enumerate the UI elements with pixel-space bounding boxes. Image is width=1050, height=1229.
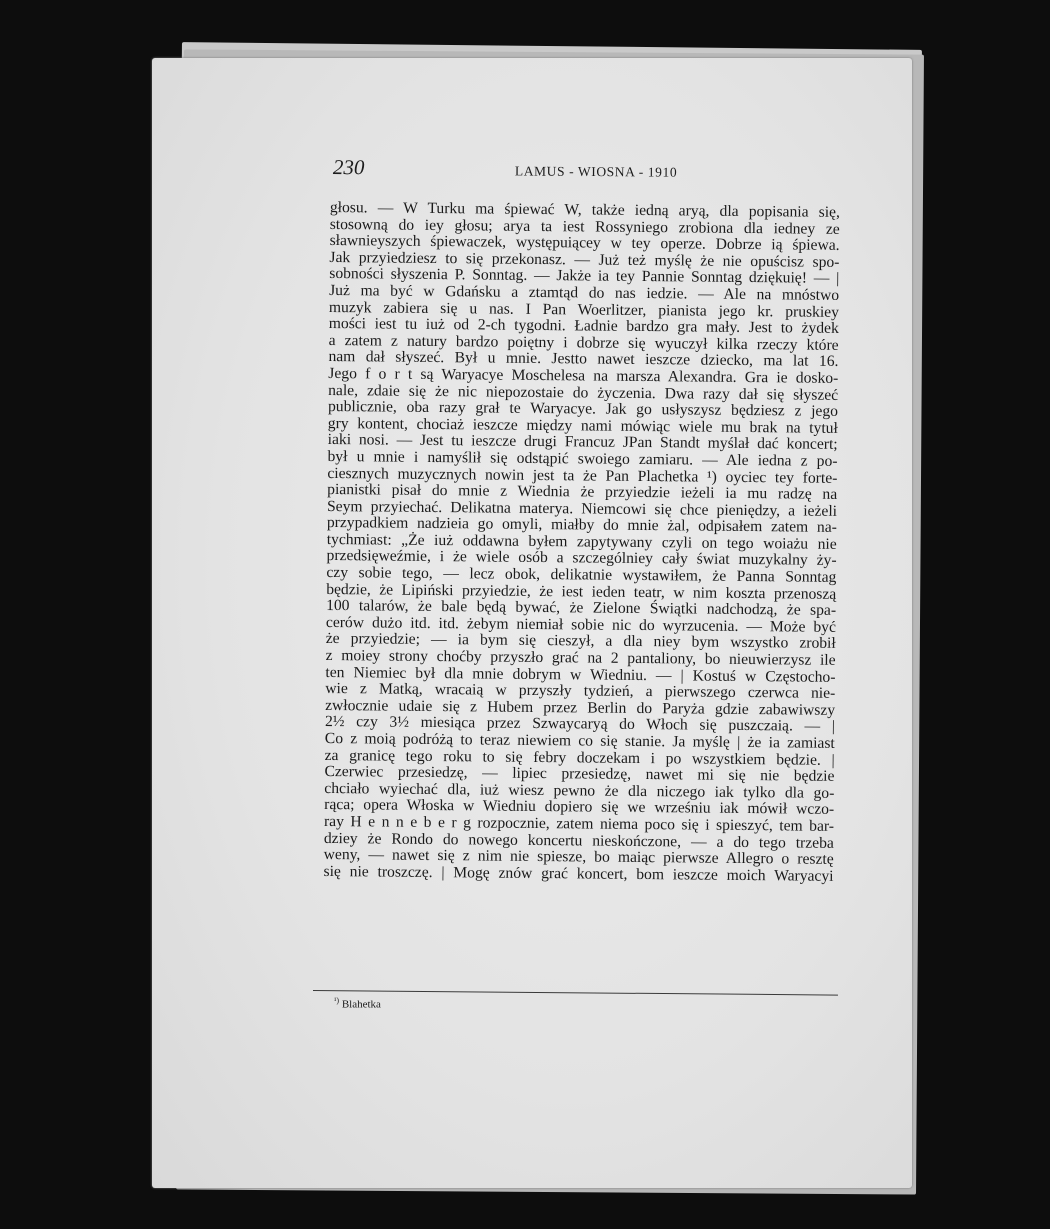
text-line: Jak przyiedziesz to się przekonasz. — Już też myślę że nie opuścisz spo- [329,248,840,271]
text-line: 100 talarów, że bale będą bywać, że Zielone Świątki nadchodzą, że spa- [326,597,837,620]
text-line: ten Niemiec był dla mnie dobrym w Wiedniu. — | Kostuś w Częstocho- [325,663,836,686]
text-line: się nie troszczę. | Mogę znów grać koncert, bom ieszcze moich Waryacyi [323,862,834,885]
footnote-text: Blahetka [341,998,381,1011]
footnote-marker: ¹) [334,996,340,1005]
text-line: weny, — nawet się z nim nie spiesze, bo maiąc pierwsze Allegro o resztę [323,846,834,869]
text-line: muzyk zabiera się u nas. I Pan Woerlitzer, pianista jego kr. pruskiey [328,298,840,321]
text-line: 2½ czy 3½ miesiąca przez Szwaycaryą do Włoch się puszczaią. — | [324,713,836,736]
text-line: rąca; opera Włoska w Wiedniu dopiero się we wrześniu iak mówił wczo- [324,796,835,819]
footnote [334,996,381,1011]
text-line: był u mnie i namyślił się odstąpić swoiego zamiaru. — Ale iedna z po- [327,447,838,470]
text-line: sławnieyszych śpiewaczek, występuiącey w tey operze. Dobrze ią śpiewa. [329,232,840,255]
text-line: nam dał słyszeć. Był u mnie. Jestto nawet ieszcze dziecko, ma lat 16. [328,348,839,371]
text-line: że przyiedzie; — ia bym się cieszył, a dla niey bym wszystko zrobił [325,630,836,653]
text-line: stosowną do iey głosu; arya ta iest Rossyniego zrobiona dla iedney ze [329,215,840,238]
text-line: nale, zdaie się że nic niepozostaie do życzenia. Dwa razy dał się słyszeć [328,381,839,404]
text-line: dziey że Rondo do nowego koncertu nieskończone, — a do tego trzeba [323,829,834,852]
body-text [323,200,840,885]
page-number: 230 [332,155,365,180]
text-line: gry kontent, chociaż ieszcze między nami mówiąc wiele mu brak na tytuł [327,414,838,437]
text-line: cerów dużo itd. itd. żebym niemiał sobie nic do wyrzucenia. — Może być [325,613,837,636]
text-line: iaki nosi. — Jest tu ieszcze drugi Francuz JPan Standt myślał dać koncert; [327,431,838,454]
text-line: Jego f o r t są Waryacye Moschelesa na marsza Alexandra. Gra ie dosko- [328,364,839,387]
text-line: przypadkiem nadzieia go omyli, miałby do mnie żal, odpisałem zatem na- [326,514,837,537]
text-line: Co z moią podróżą to teraz niewiem co się stanie. Ja myślę | że ia zamiast [324,729,835,752]
text-line: chciało wyiechać dla, iuż wiesz pewno że dla niczego iak tylko dla go- [324,779,835,802]
text-line: zwłocznie udaie się z Hubem przez Berlin do Paryża gdzie zabawiwszy [325,696,836,719]
text-line: Seym przyiechać. Delikatna materya. Niemcowi się chce pieniędzy, a ieżeli [326,497,838,520]
text-line: a zatem z natury bardzo poiętny i dobrze się wyuczył kilka rzeczy które [328,331,839,354]
text-line: wie z Matką, wracaią w przyszły tydzień, a pierwszego czerwca nie- [325,680,836,703]
text-line: z moiey strony choćby przyszło grać na 2 pantaliony, bo nieuwierzysz ile [325,647,836,669]
journal-title: LAMUS - WIOSNA - 1910 [514,163,678,180]
text-line: przedsięweźmie, i że wiele osób a szczególniey cały świat muzykalny ży- [326,547,837,570]
text-line: tychmiast: „Że iuż oddawna byłem zapytywany czyli on tego woiażu nie [326,530,837,553]
text-line: sobności słyszenia P. Sonntag. — Jakże ia tey Pannie Sonntag dziękuię! — | [329,265,840,288]
text-line: czy sobie tego, — lecz obok, delikatnie wystawiłem, że Panna Sonntag [326,564,837,586]
text-line: Już ma być w Gdańsku a ztamtąd do nas iedzie. — Ale na mnóstwo [329,281,840,304]
text-line: będzie, że Lipiński przyiedzie, że iest ieden teatr, w nim koszta przenoszą [326,580,837,603]
text-line: za granicę tego roku to się febry doczekam i po wszystkiem będzie. | [324,746,835,769]
text-line: Czerwiec przesiedzę, — lipiec przesiedzę, nawet mi się nie będzie [324,763,835,786]
text-line: publicznie, oba razy grał te Waryacye. Jak go usłyszysz będziesz z jego [327,398,839,421]
text-line: głosu. — W Turku ma śpiewać W, także iedną aryą, dla popisania się, [329,199,840,221]
text-line: ciesznych muzycznych nowin jest ta że Pan Plachetka ¹) oyciec tey forte- [327,464,838,487]
text-line: mości iest tu iuż od 2-ch tygodni. Ładnie bardzo gra mały. Jest to żydek [328,315,839,338]
text-line: pianistki pisał do mnie z Wiednia że przyiedzie ieżeli ia mu radzę na [327,481,838,503]
running-head [333,155,843,189]
text-line: ray H e n n e b e r g rozpocznie, zatem niema poco się i spieszyć, tem bar- [323,812,835,835]
